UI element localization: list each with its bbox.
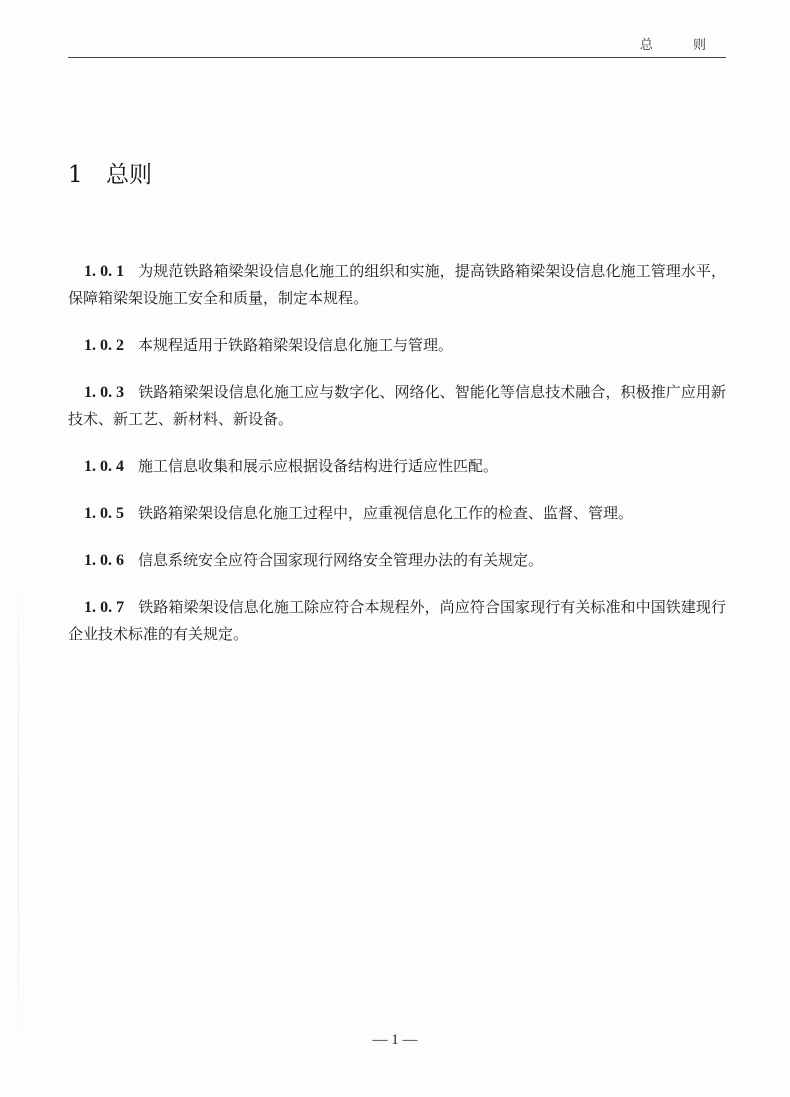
clause-number: 1. 0. 3: [84, 384, 125, 401]
clause-text: 施工信息收集和展示应根据设备结构进行适应性匹配。: [138, 457, 499, 475]
clause-number: 1. 0. 6: [84, 552, 124, 569]
clause-text: 本规程适用于铁路箱梁架设信息化施工与管理。: [138, 336, 454, 354]
clause-list: [68, 258, 726, 668]
clause-number: 1. 0. 4: [84, 458, 124, 475]
clause-1-0-2: [68, 332, 726, 359]
header-rule: [68, 57, 726, 58]
chapter-number: 1: [68, 162, 83, 188]
clause-1-0-5: [68, 500, 726, 527]
scan-shadow: [18, 540, 19, 1080]
chapter-title-text: 总则: [106, 162, 152, 188]
clause-number: 1. 0. 5: [84, 505, 124, 522]
page-number: — 1 —: [372, 1032, 418, 1048]
clause-number: 1. 0. 2: [84, 337, 124, 354]
clause-number: 1. 0. 7: [84, 599, 125, 616]
clause-text: 为规范铁路箱梁架设信息化施工的组织和实施，提高铁路箱梁架设信息化施工管理水平，保障箱梁架设施工安全和质量，制定本规程。: [68, 262, 726, 307]
clause-text: 铁路箱梁架设信息化施工应与数字化、网络化、智能化等信息技术融合，积极推广应用新技术、新工艺、新材料、新设备。: [68, 383, 726, 428]
clause-1-0-6: [68, 547, 726, 574]
chapter-heading: [68, 156, 152, 189]
clause-text: 信息系统安全应符合国家现行网络安全管理办法的有关规定。: [138, 551, 544, 569]
clause-1-0-4: [68, 453, 726, 480]
clause-text: 铁路箱梁架设信息化施工过程中，应重视信息化工作的检查、监督、管理。: [138, 504, 634, 522]
clause-1-0-3: [68, 379, 726, 433]
clause-number: 1. 0. 1: [84, 263, 125, 280]
clause-text: 铁路箱梁架设信息化施工除应符合本规程外，尚应符合国家现行有关标准和中国铁建现行企业技术标准的有关规定。: [68, 598, 726, 643]
clause-1-0-7: [68, 594, 726, 648]
running-header: 总 则: [639, 38, 724, 53]
clause-1-0-1: [68, 258, 726, 312]
